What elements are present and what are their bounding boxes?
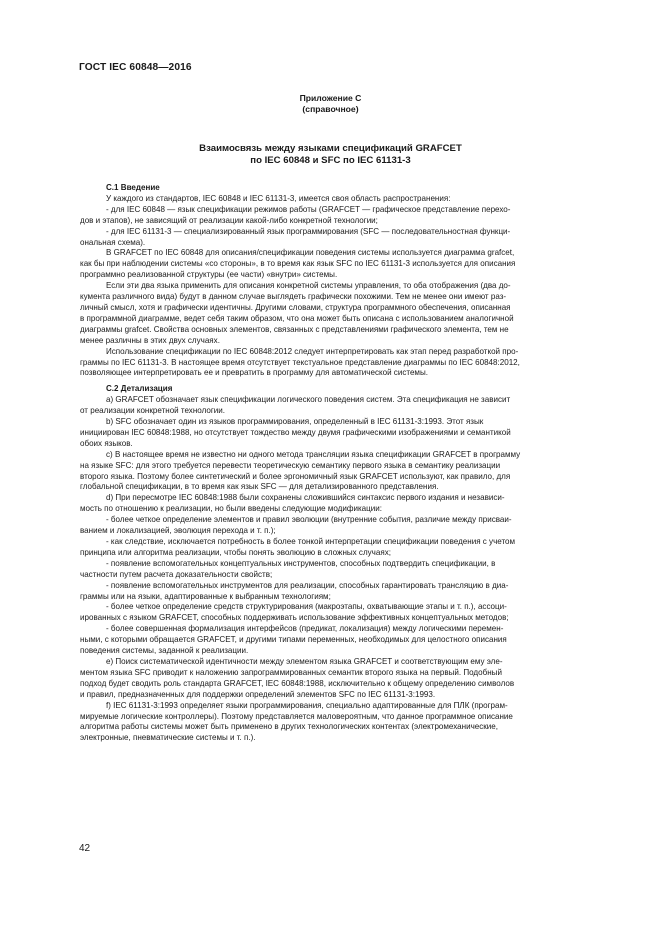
paragraph-line: - для IEC 60848 — язык спецификации режимов работы (GRAFCET — графическое представление перехо-	[106, 204, 511, 214]
paragraph-line: мость по отношению к реализации, но были введены следующие модификации:	[80, 504, 382, 514]
paragraph-line: диаграммы grafcet. Свойства основных элементов, связанных с представлениями графического элемента, тем не	[80, 324, 509, 334]
paragraph-line: d) При пересмотре IEC 60848:1988 были сохранены сложившийся синтаксис первого издания и независи-	[106, 493, 505, 503]
paragraph-line: Использование спецификации по IEC 60848:2012 следует интерпретировать как этап перед разработкой про-	[106, 346, 519, 356]
paragraph-line: - более четкое определение элементов и правил эволюции (внутренние события, различие между присваи-	[106, 515, 512, 525]
paragraph-line: - более совершенная формализация интерфейсов (предикат, локализация) между логическими перемен-	[106, 624, 504, 634]
paragraph-line: - для IEC 61131-3 — специализированный язык программирования (SFC — последовательностная функци-	[106, 226, 511, 236]
paragraph-line: ванием и локализацией, эволюция перехода и т. п.);	[80, 526, 276, 536]
paragraph-line: f) IEC 61131-3:1993 определяет языки программирования, специально адаптированные для ПЛК (програм-	[106, 700, 508, 710]
paragraph-line: с) В настоящее время не известно ни одного метода трансляции языка спецификации GRAFCET в программу	[106, 449, 521, 459]
paragraph-line: инициирован IEC 60848:1988, но отсутствует тождество между двумя графическими изображениями и семантикой	[80, 427, 511, 437]
paragraph-line: - более четкое определение средств структурирования (макроэтапы, охватывающие этапы и т. п.), ассоци-	[106, 602, 507, 612]
paragraph-line: программно реализованной структуры (ее части) «внутри» системы.	[80, 270, 338, 280]
paragraph-line: ными, с которыми обращается GRAFCET, и другими типами переменных, необходимых для целостного описания	[80, 635, 507, 645]
paragraph-line: на языке SFC: для этого требуется перевести теоретическую семантику первого языка в семантику реализации	[80, 460, 501, 470]
paragraph-line: личный смысл, хотя и графически идентичны. Другими словами, структура программного обеспечения, описанная	[80, 302, 511, 312]
paragraph-line: е) Поиск систематической идентичности между элементом языка GRAFCET и соответствующим ему эле-	[106, 656, 503, 666]
annex-label: Приложение С	[299, 93, 362, 103]
standard-header: ГОСТ IEC 60848—2016	[79, 62, 192, 73]
section-heading: С.2 Детализация	[106, 384, 173, 394]
annex-heading	[0, 93, 661, 115]
paragraph-line: - появление вспомогательных инструментов для реализации, способных гарантировать трансляцию в диа-	[106, 580, 509, 590]
paragraph-line: электронные, пневматические системы и т. п.).	[80, 733, 256, 743]
paragraph-line: а) GRAFCET обозначает язык спецификации логического поведения систем. Эта спецификация не зависит	[106, 395, 511, 405]
paragraph-line: - появление вспомогательных концептуальных инструментов, способных подтвердить спецификации, в	[106, 558, 496, 568]
paragraph-line: принципа или алгоритма реализации, чтобы понять эволюцию в сложных случаях;	[80, 547, 391, 557]
paragraph-line: поведения системы, заданной к реализации.	[80, 646, 249, 656]
annex-title	[0, 143, 661, 167]
document-body	[80, 183, 584, 744]
paragraph-line: второго языка. Поэтому более синтетический и более эргономичный язык GRAFCET используют, как правило, для	[80, 471, 511, 481]
paragraph-line: от реализации конкретной технологии.	[80, 406, 225, 416]
paragraph-line: и правил, предназначенных для поддержки определений элементов SFC по IEC 61131-3:1993.	[80, 689, 436, 699]
title-line-1: Взаимосвязь между языками спецификаций GRAFCET	[199, 143, 462, 154]
paragraph-line: алгоритма работы системы может быть применено в других технологических контентах (электромеханические,	[80, 722, 498, 732]
paragraph-line: частности путем расчета доказательности свойств;	[80, 569, 273, 579]
page-number: 42	[79, 843, 91, 854]
title-line-2: по IEC 60848 и SFC по IEC 61131-3	[250, 155, 411, 166]
paragraph-line: Если эти два языка применить для описания конкретной системы управления, то оба отображения (два до-	[106, 281, 511, 291]
paragraph-line: b) SFC обозначает один из языков программирования, определенный в IEC 61131-3:1993. Этот язык	[106, 417, 484, 427]
paragraph-line: подход будет сводить роль стандарта GRAFCET, IEC 60848:1988, исключительно к общему определению символов	[80, 678, 515, 688]
paragraph-line: ментом языка SFC приводит к наложению запрограммированных семантик второго языка на первый. Подобный	[80, 667, 502, 677]
paragraph-line: - как следствие, исключается потребность в более тонкой интерпретации спецификации поведения с учетом	[106, 537, 516, 546]
paragraph-line: ональная схема).	[80, 237, 146, 247]
paragraph-line: В GRAFCET по IEC 60848 для описания/спецификации поведения системы используется диаграмма grafcet,	[106, 248, 515, 258]
section-heading: С.1 Введение	[106, 183, 160, 192]
paragraph-line: как бы при наблюдении системы «со стороны», в то время как язык SFC по IEC 61131-3 используется для описания	[80, 259, 516, 269]
paragraph-line: граммы или на языки, адаптированные к выбранным технологиям;	[80, 591, 331, 601]
paragraph-line: У каждого из стандартов, IEC 60848 и IEC 61131-3, имеется своя область распространения:	[106, 193, 451, 203]
paragraph-line: дов и этапов), не зависящий от реализации какой-либо конкретной технологии;	[80, 215, 378, 225]
paragraph-line: позволяющее интерпретировать ее и превратить в программу для автоматической системы.	[80, 368, 428, 378]
paragraph-line: мируемые логические контроллеры). Поэтому представляется маловероятным, что данное программное описание	[80, 711, 513, 721]
paragraph-line: ированных с языком GRAFCET, способных поддерживать использование эффективных концептуальных методов;	[80, 613, 509, 623]
paragraph-line: обоих языков.	[80, 438, 133, 448]
annex-type: (справочное)	[302, 104, 359, 114]
paragraph-line: глобальной спецификации, в то время как язык SFC — для детализированного представления.	[80, 482, 439, 492]
paragraph-line: менее различны в этих двух случаях.	[80, 335, 220, 345]
paragraph-line: кумента различного вида) будут в данном случае выглядеть графически похожими. Тем не менее они имеют раз-	[80, 292, 507, 302]
paragraph-line: граммы по IEC 61131-3. В настоящее время отсутствует текстуальное представление диаграммы по IEC 60848:2012,	[80, 357, 520, 367]
paragraph-line: в программной диаграмме, ведет себя таким образом, что она может быть описана с использованием аналогичной	[80, 313, 514, 323]
